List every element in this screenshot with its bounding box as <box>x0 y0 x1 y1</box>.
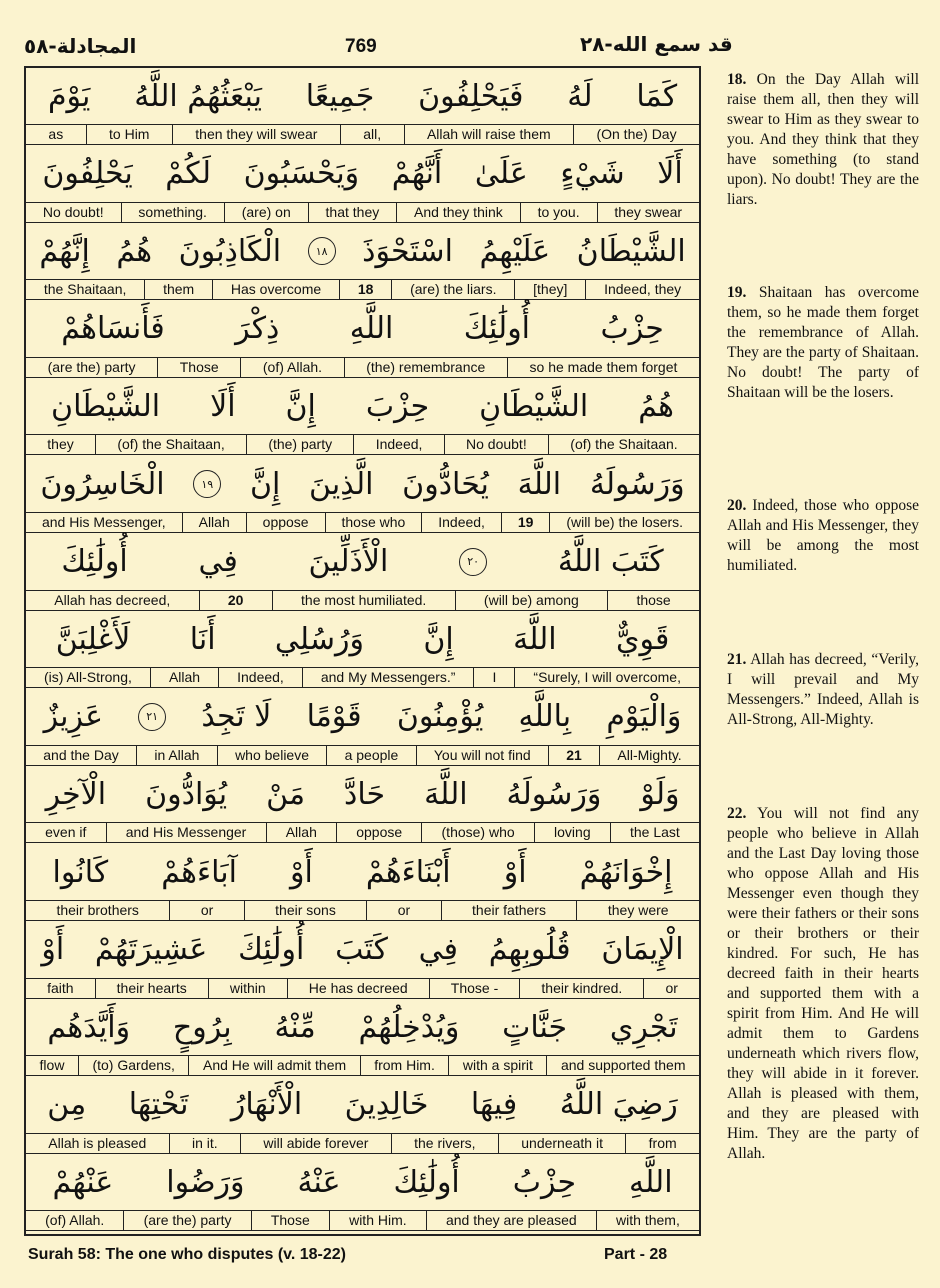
arabic-word: قَوْمًا <box>306 699 362 735</box>
arabic-word: حَادَّ <box>344 776 386 812</box>
arabic-line <box>26 378 699 434</box>
translation-cell: as <box>48 126 64 142</box>
verse-row <box>26 68 699 146</box>
translation-cell: in Allah <box>136 746 217 765</box>
translation-line <box>26 124 699 145</box>
arabic-word: يُؤْمِنُونَ <box>396 699 484 735</box>
arabic-word: أُولَٰئِكَ <box>393 1164 460 1200</box>
translation-cell: and My Messengers.” <box>302 668 474 687</box>
arabic-word: الَّذِينَ <box>309 466 374 502</box>
footer-part: Part - 28 <box>604 1246 668 1263</box>
ayah-number-marker: ٢٠ <box>459 548 487 576</box>
arabic-word: اللَّهِ <box>349 311 394 347</box>
arabic-word: عَزِيزٌ <box>43 699 103 735</box>
arabic-word: الْأَذَلِّينَ <box>308 544 389 580</box>
translation-cell: Those - <box>429 979 520 998</box>
note-20 <box>727 496 919 576</box>
arabic-word: الشَّيْطَانِ <box>479 388 589 424</box>
arabic-word: أُولَٰئِكَ <box>238 932 305 968</box>
arabic-word: اللَّهِ <box>629 1164 673 1200</box>
verse-row <box>26 766 699 844</box>
translation-cell: (is) All-Strong, <box>43 669 132 686</box>
translation-cell: Allah <box>150 668 218 687</box>
translation-cell: And they think <box>396 203 520 222</box>
arabic-word: يُحَادُّونَ <box>402 466 489 502</box>
translation-cell: Allah will raise them <box>404 125 574 144</box>
arabic-word: بِاللَّهِ <box>518 699 572 735</box>
translation-cell: Allah <box>182 513 246 532</box>
arabic-word: كَمَا <box>636 78 678 114</box>
translation-cell: Indeed, <box>353 435 443 454</box>
arabic-word: لَا تَجِدُ <box>201 699 272 735</box>
translation-cell: All-Mighty. <box>599 746 699 765</box>
note-19 <box>727 283 919 403</box>
arabic-line <box>26 1077 699 1133</box>
translation-cell: who believe <box>217 746 327 765</box>
footer-surah: Surah 58: The one who disputes (v. 18-22) <box>28 1246 346 1263</box>
arabic-line <box>26 456 699 512</box>
translation-cell: that they <box>308 203 397 222</box>
arabic-word: تَجْرِي <box>609 1009 678 1045</box>
arabic-word: وَلَوْ <box>640 776 680 812</box>
translation-cell: (the) party <box>246 435 353 454</box>
verse-row <box>26 301 699 379</box>
translation-cell: underneath it <box>498 1134 625 1153</box>
translation-cell: Indeed, they <box>585 280 699 299</box>
arabic-word: وَرَسُولَهُ <box>506 776 602 812</box>
header-juz-arabic: قد سمع الله-٢٨ <box>580 32 733 56</box>
note-number: 20. <box>727 497 747 514</box>
translation-cell: flow <box>39 1057 65 1074</box>
translation-cell: with them, <box>596 1211 699 1230</box>
arabic-line <box>26 611 699 667</box>
arabic-word: إِنَّهُمْ <box>39 233 90 269</box>
translation-cell: He has decreed <box>287 979 429 998</box>
translation-cell: and they are pleased <box>426 1211 596 1230</box>
arabic-word: قَوِيٌّ <box>615 621 670 657</box>
arabic-line <box>26 68 699 124</box>
verse-row <box>26 999 699 1077</box>
translation-cell: something. <box>121 203 224 222</box>
translation-cell: and His Messenger <box>106 823 266 842</box>
arabic-word: لَهُ <box>567 78 593 114</box>
arabic-word: آبَاءَهُمْ <box>161 854 237 890</box>
translation-cell: Allah has decreed, <box>54 591 171 608</box>
arabic-word: قُلُوبِهِمُ <box>488 932 571 968</box>
arabic-word: كَتَبَ اللَّهُ <box>557 544 664 580</box>
translation-line <box>26 1133 699 1154</box>
arabic-line <box>26 1154 699 1210</box>
verse-row <box>26 534 699 612</box>
translation-cell: “Surely, I will overcome, <box>514 668 699 687</box>
arabic-line <box>26 534 699 590</box>
arabic-word: وَيُدْخِلُهُمْ <box>358 1009 460 1045</box>
arabic-word: هُمُ <box>116 233 153 269</box>
translation-cell: (will be) among <box>455 591 608 610</box>
note-text: You will not find any people who believe in Allah and the Last Day loving those who oppose Allah and His Messenger even though they were their fathers or their sons or their brothers or their kindred. For such, He has decreed faith in their hearts and supported them with a spirit from Him. And He will admit them to Gardens underneath which rivers flow, they will abide in it forever. Allah is pleased with them, and they are pleased with Him. They are the party of Allah. <box>727 805 919 1162</box>
translation-line <box>26 900 699 921</box>
translation-cell: (the) remembrance <box>344 358 507 377</box>
note-text: Shaitaan has overcome them, so he made them forget the remembrance of Allah. They are the party of Shaitaan. No doubt! The party of Shaitaan will be the losers. <box>727 284 920 401</box>
arabic-line <box>26 223 699 279</box>
arabic-line <box>26 999 699 1055</box>
arabic-line <box>26 844 699 900</box>
arabic-word: يَوْمَ <box>47 78 91 114</box>
word-by-word-grid <box>24 66 701 1236</box>
translation-cell: from Him. <box>360 1056 449 1075</box>
translation-cell: oppose <box>246 513 325 532</box>
verse-row <box>26 456 699 534</box>
note-number: 21. <box>727 651 747 668</box>
translation-cell: their kindred. <box>519 979 643 998</box>
arabic-word: اللَّهَ <box>424 776 468 812</box>
arabic-word: وَيَحْسَبُونَ <box>243 156 360 192</box>
arabic-word: عَنْهُمْ <box>52 1164 114 1200</box>
arabic-word: اللَّهَ <box>517 466 562 502</box>
translation-cell: (to) Gardens, <box>78 1056 189 1075</box>
translation-cell: 19 <box>501 513 549 532</box>
arabic-word: أَوْ <box>289 854 313 890</box>
note-text: On the Day Allah will raise them all, then they will swear to Him as they swear to you. And they think that they have something (to stand upon). No doubt! They are the liars. <box>727 71 919 208</box>
translation-line <box>26 434 699 455</box>
verse-row <box>26 1154 699 1232</box>
arabic-word: حِزْبُ <box>512 1164 577 1200</box>
arabic-word: كَانُوا <box>52 854 109 890</box>
translation-cell: (of) the Shaitaan, <box>95 435 246 454</box>
translation-cell: (of) Allah. <box>45 1212 105 1229</box>
note-number: 22. <box>727 805 747 822</box>
translation-cell: with a spirit <box>448 1056 546 1075</box>
translation-cell: (are) on <box>224 203 308 222</box>
translation-cell: with Him. <box>329 1211 426 1230</box>
translation-cell: or <box>366 901 440 920</box>
verse-row <box>26 611 699 689</box>
translation-cell: You will not find <box>416 746 548 765</box>
translation-cell: (will be) the losers. <box>549 513 699 532</box>
translation-cell: (are the) party <box>123 1211 250 1230</box>
arabic-word: وَرَضُوا <box>166 1164 245 1200</box>
translation-line <box>26 745 699 766</box>
arabic-word: إِنَّ <box>423 621 454 657</box>
translation-cell: (are) the liars. <box>391 280 514 299</box>
translation-line <box>26 279 699 300</box>
verse-row <box>26 146 699 224</box>
translation-cell: Those <box>157 358 240 377</box>
arabic-line <box>26 146 699 202</box>
arabic-word: أَوْ <box>41 932 65 968</box>
arabic-line <box>26 922 699 978</box>
arabic-word: هُمُ <box>638 388 675 424</box>
arabic-word: أَبْنَاءَهُمْ <box>365 854 451 890</box>
arabic-word: الْآخِرِ <box>45 776 107 812</box>
translation-cell: Indeed, <box>218 668 302 687</box>
note-number: 19. <box>727 284 747 301</box>
arabic-word: مَنْ <box>266 776 306 812</box>
arabic-word: حِزْبُ <box>600 311 664 347</box>
translation-cell: I <box>473 668 514 687</box>
translation-cell: (are the) party <box>47 358 136 375</box>
header-surah-arabic: المجادلة-٥٨ <box>24 34 137 58</box>
arabic-word: اسْتَحْوَذَ <box>362 233 453 269</box>
arabic-word: جَمِيعًا <box>305 78 375 114</box>
translation-cell: the Last <box>610 823 699 842</box>
arabic-word: الْكَاذِبُونَ <box>178 233 282 269</box>
translation-cell: their hearts <box>95 979 208 998</box>
arabic-word: تَحْتِهَا <box>128 1087 189 1123</box>
translation-line <box>26 357 699 378</box>
translation-cell: they swear <box>597 203 700 222</box>
translation-cell: or <box>169 901 243 920</box>
translation-cell: Indeed, <box>421 513 501 532</box>
arabic-word: وَأَيَّدَهُم <box>47 1009 131 1045</box>
arabic-word: مِن <box>47 1087 87 1123</box>
translation-line <box>26 512 699 533</box>
arabic-word: عَلَيْهِمُ <box>479 233 551 269</box>
arabic-word: الشَّيْطَانُ <box>576 233 686 269</box>
arabic-word: أَوْ <box>503 854 527 890</box>
arabic-word: وَالْيَوْمِ <box>606 699 682 735</box>
arabic-word: الْخَاسِرُونَ <box>40 466 165 502</box>
translation-cell: the most humiliated. <box>272 591 455 610</box>
arabic-line <box>26 689 699 745</box>
translation-cell: to you. <box>520 203 597 222</box>
arabic-word: فِي <box>418 932 458 968</box>
translation-cell: (On the) Day <box>573 125 699 144</box>
translation-cell: they were <box>576 901 699 920</box>
translation-cell: then they will swear <box>172 125 340 144</box>
translation-cell: the Shaitaan, <box>43 281 127 298</box>
translation-cell: will abide forever <box>240 1134 391 1153</box>
arabic-line <box>26 766 699 822</box>
arabic-word: أُولَٰئِكَ <box>61 544 128 580</box>
translation-cell: loving <box>534 823 610 842</box>
translation-cell: those <box>607 591 699 610</box>
translation-cell: oppose <box>336 823 421 842</box>
note-text: Indeed, those who oppose Allah and His Messenger, they will be among the most humiliated. <box>727 497 919 574</box>
verse-row <box>26 1077 699 1155</box>
arabic-word: خَالِدِينَ <box>344 1087 429 1123</box>
note-number: 18. <box>727 71 747 88</box>
arabic-word: إِخْوَانَهُمْ <box>579 854 673 890</box>
translation-cell: Allah <box>266 823 337 842</box>
arabic-word: بِرُوحٍ <box>172 1009 232 1045</box>
translation-cell: (of) the Shaitaan. <box>548 435 699 454</box>
translation-cell: those who <box>325 513 422 532</box>
note-22 <box>727 804 919 1164</box>
translation-cell: faith <box>47 979 74 996</box>
arabic-word: شَيْءٍ <box>560 156 625 192</box>
translation-cell: to Him <box>86 125 172 144</box>
translation-cell: within <box>208 979 287 998</box>
translation-line <box>26 1055 699 1076</box>
verse-row <box>26 689 699 767</box>
translation-cell: [they] <box>514 280 585 299</box>
arabic-word: عَلَىٰ <box>474 156 528 192</box>
translation-cell: 18 <box>339 280 391 299</box>
arabic-word: ذِكْرَ <box>235 311 280 347</box>
translation-cell: all, <box>340 125 404 144</box>
translation-cell: in it. <box>169 1134 240 1153</box>
translation-line <box>26 590 699 611</box>
arabic-word: الْأَنْهَارُ <box>230 1087 303 1123</box>
arabic-word: إِنَّ <box>249 466 281 502</box>
note-21 <box>727 650 919 730</box>
arabic-word: وَرَسُولَهُ <box>589 466 685 502</box>
translation-line <box>26 667 699 688</box>
translation-line <box>26 202 699 223</box>
translation-line <box>26 1210 699 1231</box>
verse-row <box>26 922 699 1000</box>
arabic-word: فَيَحْلِفُونَ <box>418 78 524 114</box>
translation-cell: even if <box>45 824 87 841</box>
arabic-word: أَلَا <box>210 388 236 424</box>
translation-cell: a people <box>326 746 415 765</box>
arabic-word: لَأَغْلِبَنَّ <box>55 621 131 657</box>
arabic-word: اللَّهَ <box>513 621 557 657</box>
arabic-word: حِزْبَ <box>365 388 430 424</box>
translation-cell: (those) who <box>421 823 534 842</box>
translation-cell: their brothers <box>56 902 139 918</box>
translation-cell: (of) Allah. <box>240 358 343 377</box>
translation-cell: so he made them forget <box>507 358 699 377</box>
translation-cell: their fathers <box>441 901 577 920</box>
translation-cell: they <box>47 436 74 453</box>
translation-cell: Has overcome <box>212 280 339 299</box>
translation-cell: or <box>643 979 699 998</box>
ayah-number-marker: ٢١ <box>138 703 166 731</box>
arabic-word: جَنَّاتٍ <box>502 1009 568 1045</box>
arabic-word: مِّنْهُ <box>274 1009 316 1045</box>
ayah-number-marker: ١٨ <box>308 237 336 265</box>
arabic-word: كَتَبَ <box>335 932 388 968</box>
translation-cell: and His Messenger, <box>41 514 166 530</box>
translation-cell: No doubt! <box>42 203 104 220</box>
translation-cell: them <box>144 280 212 299</box>
verse-row <box>26 378 699 456</box>
page-number: 769 <box>345 36 377 57</box>
note-18 <box>727 70 919 210</box>
arabic-word: فِي <box>198 544 238 580</box>
arabic-word: فِيهَا <box>470 1087 518 1123</box>
translation-cell: And He will admit them <box>188 1056 359 1075</box>
arabic-word: يَحْلِفُونَ <box>42 156 133 192</box>
translation-cell: and the Day <box>43 746 119 763</box>
arabic-word: لَكُمْ <box>165 156 211 192</box>
translation-cell: their sons <box>244 901 367 920</box>
arabic-word: عَشِيرَتَهُمْ <box>94 932 208 968</box>
arabic-word: أُولَٰئِكَ <box>463 311 531 347</box>
translation-cell: Those <box>251 1211 329 1230</box>
translation-line <box>26 822 699 843</box>
ayah-number-marker: ١٩ <box>193 470 221 498</box>
translation-cell: Allah is pleased <box>48 1134 147 1151</box>
translation-cell: and supported them <box>546 1056 699 1075</box>
arabic-word: وَرُسُلِي <box>274 621 364 657</box>
translation-cell: the rivers, <box>391 1134 498 1153</box>
arabic-word: أَنَّهُمْ <box>391 156 443 192</box>
translation-line <box>26 978 699 999</box>
translation-cell: No doubt! <box>444 435 548 454</box>
translation-cell: 20 <box>199 591 272 610</box>
arabic-line <box>26 301 699 357</box>
verse-row <box>26 844 699 922</box>
arabic-word: عَنْهُ <box>297 1164 341 1200</box>
verse-row <box>26 223 699 301</box>
translation-cell: 21 <box>548 746 599 765</box>
arabic-word: رَضِيَ اللَّهُ <box>559 1087 678 1123</box>
arabic-word: يَبْعَثُهُمُ اللَّهُ <box>134 78 262 114</box>
arabic-word: الْإِيمَانَ <box>601 932 684 968</box>
arabic-word: أَنَا <box>189 621 216 657</box>
arabic-word: فَأَنسَاهُمْ <box>61 311 165 347</box>
arabic-word: أَلَا <box>657 156 683 192</box>
arabic-word: الشَّيْطَانِ <box>51 388 161 424</box>
note-text: Allah has decreed, “Verily, I will prevail and My Messengers.” Indeed, Allah is All-Strong, All-Mighty. <box>727 651 919 728</box>
translation-cell: from <box>625 1134 699 1153</box>
arabic-word: إِنَّ <box>285 388 316 424</box>
arabic-word: يُوَادُّونَ <box>145 776 228 812</box>
